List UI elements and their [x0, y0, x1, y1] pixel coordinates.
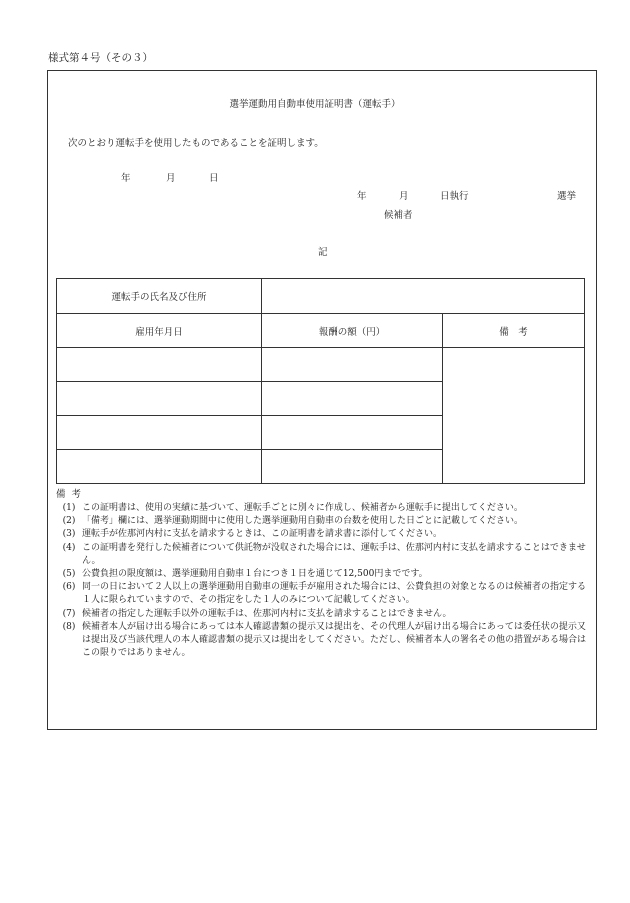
notes-list: [56, 502, 590, 660]
ki-heading: 記: [318, 247, 328, 258]
intro-statement: 次のとおり運転手を使用したものであることを証明します。: [68, 138, 324, 149]
remuneration-cell[interactable]: [262, 382, 443, 416]
table-row: [57, 348, 585, 382]
note-item: [56, 528, 590, 541]
election-day-exec-label: 日執行: [440, 191, 469, 202]
note-item: [56, 608, 590, 621]
remarks-header: 備 考: [443, 314, 585, 348]
note-item: [56, 621, 590, 661]
document-title: 選挙運動用自動車使用証明書（運転手）: [229, 99, 401, 110]
note-item: [56, 515, 590, 528]
remuneration-cell[interactable]: [262, 348, 443, 382]
candidate-label: 候補者: [384, 210, 413, 221]
remuneration-cell[interactable]: [262, 450, 443, 484]
note-text: 候補者の指定した運転手以外の運転手は、佐那河内村に支払を請求することはできません。: [82, 608, 452, 619]
note-number: (7): [62, 608, 76, 619]
employment-date-header: 雇用年月日: [57, 314, 262, 348]
note-text: この証明書を発行した候補者について供託物が没収された場合には、運転手は、佐那河内村に支払を請求することはできません。: [82, 542, 586, 566]
election-month-label: 月: [399, 191, 409, 202]
driver-name-address-field[interactable]: [262, 279, 585, 314]
note-number: (3): [62, 529, 76, 540]
issue-year-label: 年: [121, 173, 131, 184]
note-item: [56, 568, 590, 581]
employment-date-cell[interactable]: [57, 348, 262, 382]
election-type-label: 選挙: [557, 191, 577, 202]
note-number: (5): [62, 569, 76, 580]
note-number: (8): [62, 621, 76, 632]
remuneration-cell[interactable]: [262, 416, 443, 450]
employment-date-cell[interactable]: [57, 450, 262, 484]
note-text: 同一の日において２人以上の選挙運動用自動車の運転手が雇用された場合には、公費負担の対象となるのは候補者の指定する１人に限られていますので、その指定をした１人のみについて記載してください。: [82, 582, 587, 606]
employment-date-cell[interactable]: [57, 416, 262, 450]
notes-heading: 備考: [56, 489, 88, 500]
employment-date-cell[interactable]: [57, 382, 262, 416]
remarks-cell[interactable]: [443, 348, 585, 484]
note-item: [56, 502, 590, 515]
issue-month-label: 月: [166, 173, 176, 184]
note-number: (1): [62, 503, 76, 513]
note-text: 候補者本人が届け出る場合にあっては本人確認書類の提示又は提出を、その代理人が届け出る場合にあっては委任状の提示又は提出及び当該代理人の本人確認書類の提示又は提出をしてください。ただし、候補者本人の署名その他の措置がある場合はこの限りではありません。: [82, 621, 587, 659]
note-text: 運転手が佐那河内村に支払を請求するときは、この証明書を請求書に添付してください。: [82, 529, 443, 540]
note-text: 公費負担の限度額は、選挙運動用自動車１台につき１日を通じて12,500円までです。: [82, 569, 428, 580]
note-item: [56, 581, 590, 607]
note-text: 「備考」欄には、選挙運動期間中に使用した選挙運動用自動車の台数を使用した日ごとに記載してください。: [82, 516, 524, 527]
driver-usage-table: [56, 278, 585, 484]
note-number: (6): [62, 582, 76, 593]
form-number-label: 様式第４号（その３）: [48, 52, 153, 64]
driver-name-address-label: 運転手の氏名及び住所: [57, 279, 262, 314]
note-number: (2): [62, 516, 76, 527]
election-year-label: 年: [357, 191, 367, 202]
issue-day-label: 日: [209, 173, 219, 184]
remuneration-header: 報酬の額（円）: [262, 314, 443, 348]
note-text: この証明書は、使用の実績に基づいて、運転手ごとに別々に作成し、候補者から運転手に提出してください。: [82, 503, 523, 513]
note-number: (4): [62, 542, 76, 553]
note-item: [56, 542, 590, 568]
